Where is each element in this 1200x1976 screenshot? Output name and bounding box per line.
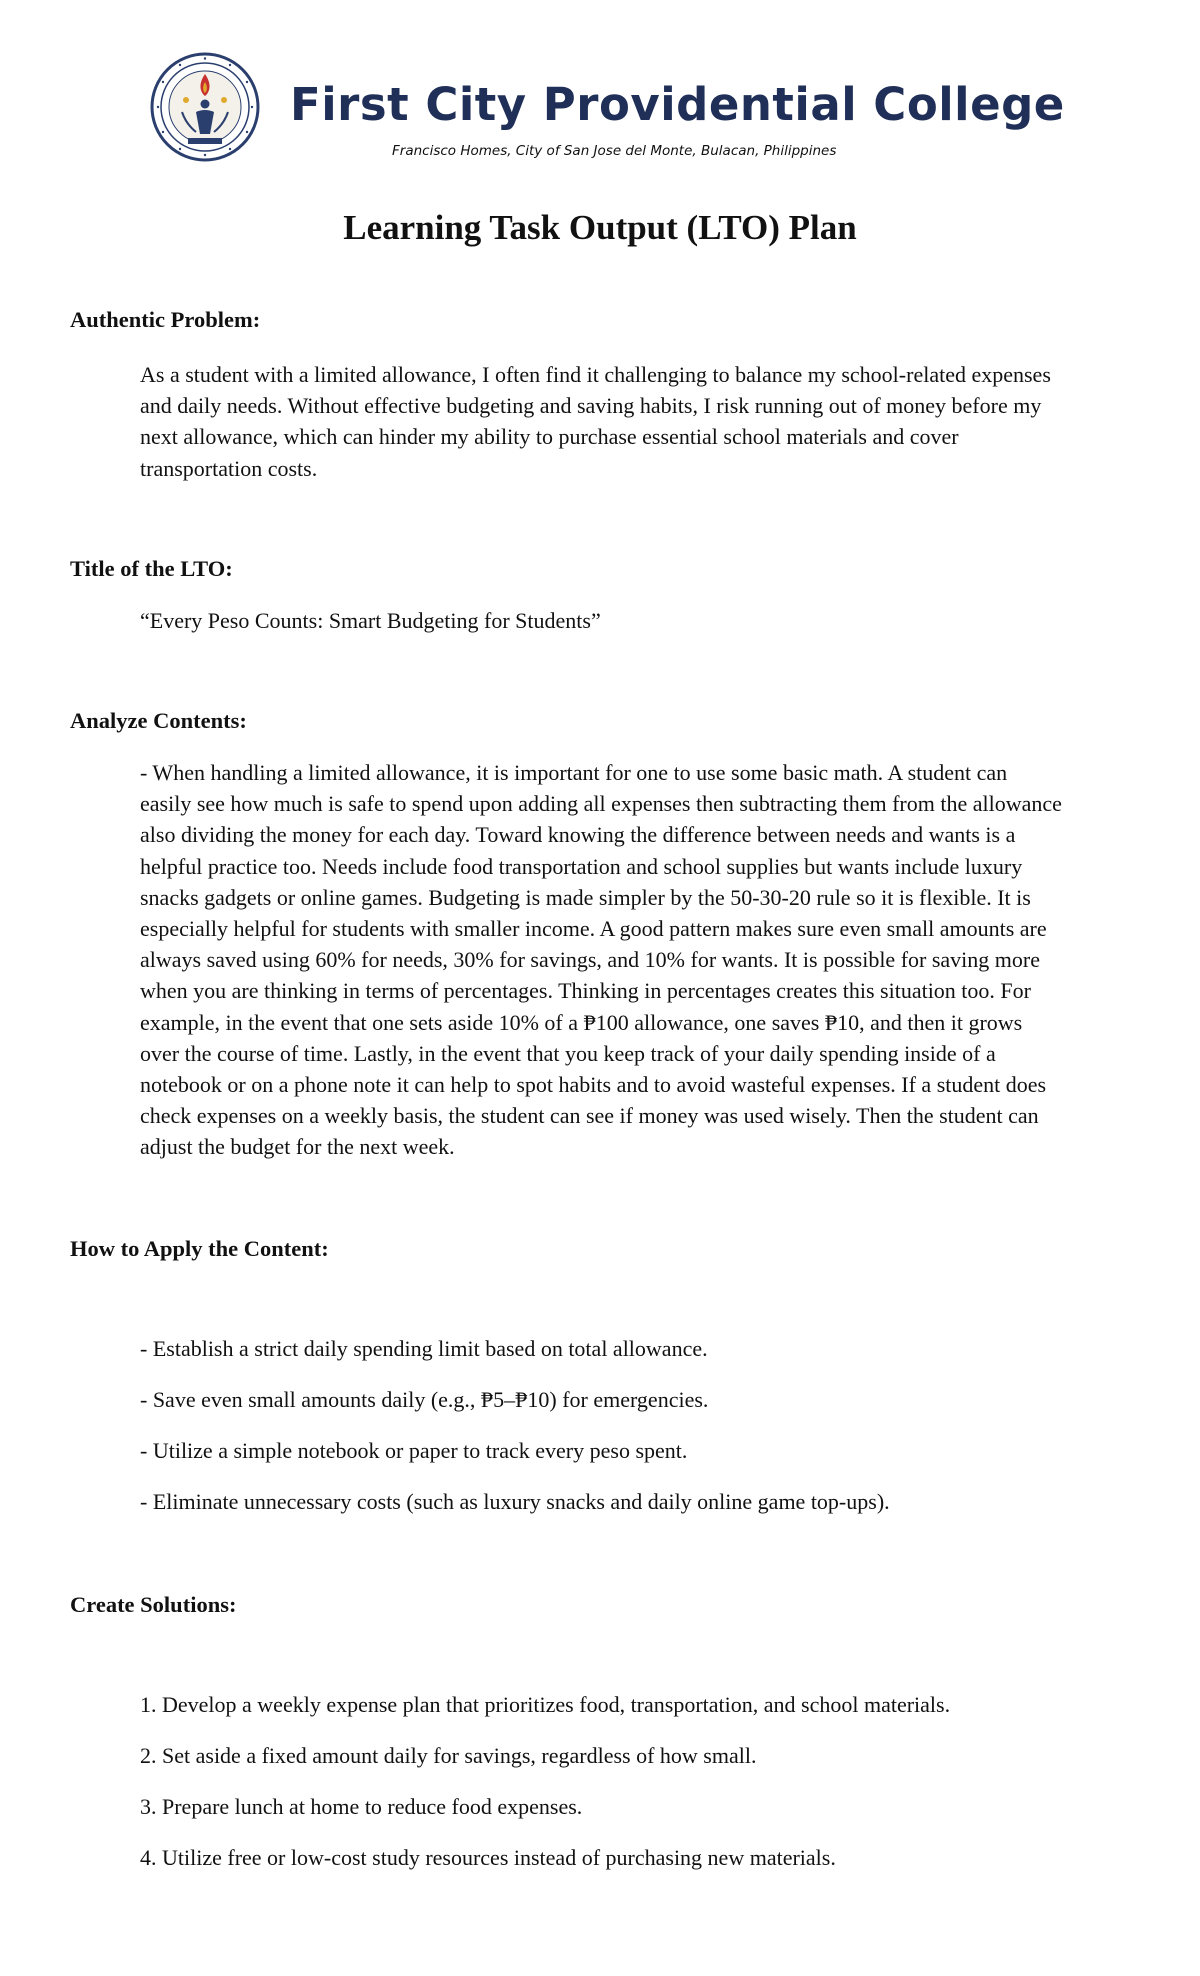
solution-list-item: 3. Prepare lunch at home to reduce food expenses. bbox=[140, 1794, 583, 1819]
apply-list-item: - Save even small amounts daily (e.g., ₱5–₱10) for emergencies. bbox=[140, 1387, 709, 1412]
paragraph-line: check expenses on a weekly basis, the student can see if money was used wisely. Then the student can bbox=[140, 1103, 1039, 1129]
analyze-contents-paragraph bbox=[140, 757, 1140, 1163]
analyze-contents-heading: Analyze Contents: bbox=[70, 708, 247, 733]
lto-title-heading: Title of the LTO: bbox=[70, 556, 233, 581]
paragraph-line: when you are thinking in terms of percentages. Thinking in percentages creates this situation too. For bbox=[140, 978, 1031, 1004]
paragraph-line: easily see how much is safe to spend upon adding all expenses then subtracting them from the allowance bbox=[140, 791, 1062, 817]
create-solutions-heading: Create Solutions: bbox=[70, 1592, 237, 1617]
authentic-problem-paragraph bbox=[140, 359, 1140, 484]
lto-title-text bbox=[140, 605, 1140, 636]
document-title: Learning Task Output (LTO) Plan bbox=[343, 208, 857, 247]
paragraph-line: next allowance, which can hinder my ability to purchase essential school materials and cover bbox=[140, 424, 959, 450]
paragraph-line: transportation costs. bbox=[140, 455, 318, 481]
paragraph-line: helpful practice too. Needs include food transportation and school supplies but wants include luxury bbox=[140, 853, 1023, 879]
authentic-problem-heading: Authentic Problem: bbox=[70, 307, 261, 332]
solution-list-item: 4. Utilize free or low-cost study resources instead of purchasing new materials. bbox=[140, 1845, 836, 1870]
college-name: First City Providential College bbox=[290, 78, 1065, 131]
paragraph-line: As a student with a limited allowance, I often find it challenging to balance my school-related expenses bbox=[140, 362, 1051, 387]
paragraph-line: always saved using 60% for needs, 30% for savings, and 10% for wants. It is possible for saving more bbox=[140, 947, 1040, 973]
apply-list-item: - Eliminate unnecessary costs (such as luxury snacks and daily online game top-ups). bbox=[140, 1489, 890, 1514]
paragraph-line: over the course of time. Lastly, in the event that you keep track of your daily spending inside of a bbox=[140, 1040, 996, 1066]
apply-list-item: - Establish a strict daily spending limit based on total allowance. bbox=[140, 1336, 708, 1361]
college-address: Francisco Homes, City of San Jose del Monte, Bulacan, Philippines bbox=[392, 143, 837, 159]
solution-list-item: 1. Develop a weekly expense plan that prioritizes food, transportation, and school materials. bbox=[140, 1692, 951, 1717]
paragraph-line: and daily needs. Without effective budgeting and saving habits, I risk running out of money before my bbox=[140, 393, 1042, 419]
paragraph-line: snacks gadgets or online games. Budgeting is made simpler by the 50-30-20 rule so it is flexible. It is bbox=[140, 884, 1031, 910]
college-seal-logo bbox=[150, 52, 260, 162]
college-seal-icon bbox=[150, 52, 260, 162]
lto-title-value: “Every Peso Counts: Smart Budgeting for Students” bbox=[140, 608, 601, 633]
how-to-apply-heading: How to Apply the Content: bbox=[70, 1236, 329, 1261]
paragraph-line: example, in the event that one sets aside 10% of a ₱100 allowance, one saves ₱10, and then it grows bbox=[140, 1009, 1023, 1035]
paragraph-line: notebook or on a phone note it can help to spot habits and to avoid wasteful expenses. If a student does bbox=[140, 1072, 1047, 1098]
paragraph-line: also dividing the money for each day. Toward knowing the difference between needs and wants is a bbox=[140, 822, 1016, 848]
solution-list-item: 2. Set aside a fixed amount daily for savings, regardless of how small. bbox=[140, 1743, 757, 1768]
paragraph-line: adjust the budget for the next week. bbox=[140, 1134, 455, 1160]
paragraph-line: - When handling a limited allowance, it is important for one to use some basic math. A student can bbox=[140, 760, 1008, 785]
apply-list-item: - Utilize a simple notebook or paper to track every peso spent. bbox=[140, 1438, 688, 1463]
paragraph-line: especially helpful for students with smaller income. A good pattern makes sure even small amounts are bbox=[140, 916, 1047, 942]
